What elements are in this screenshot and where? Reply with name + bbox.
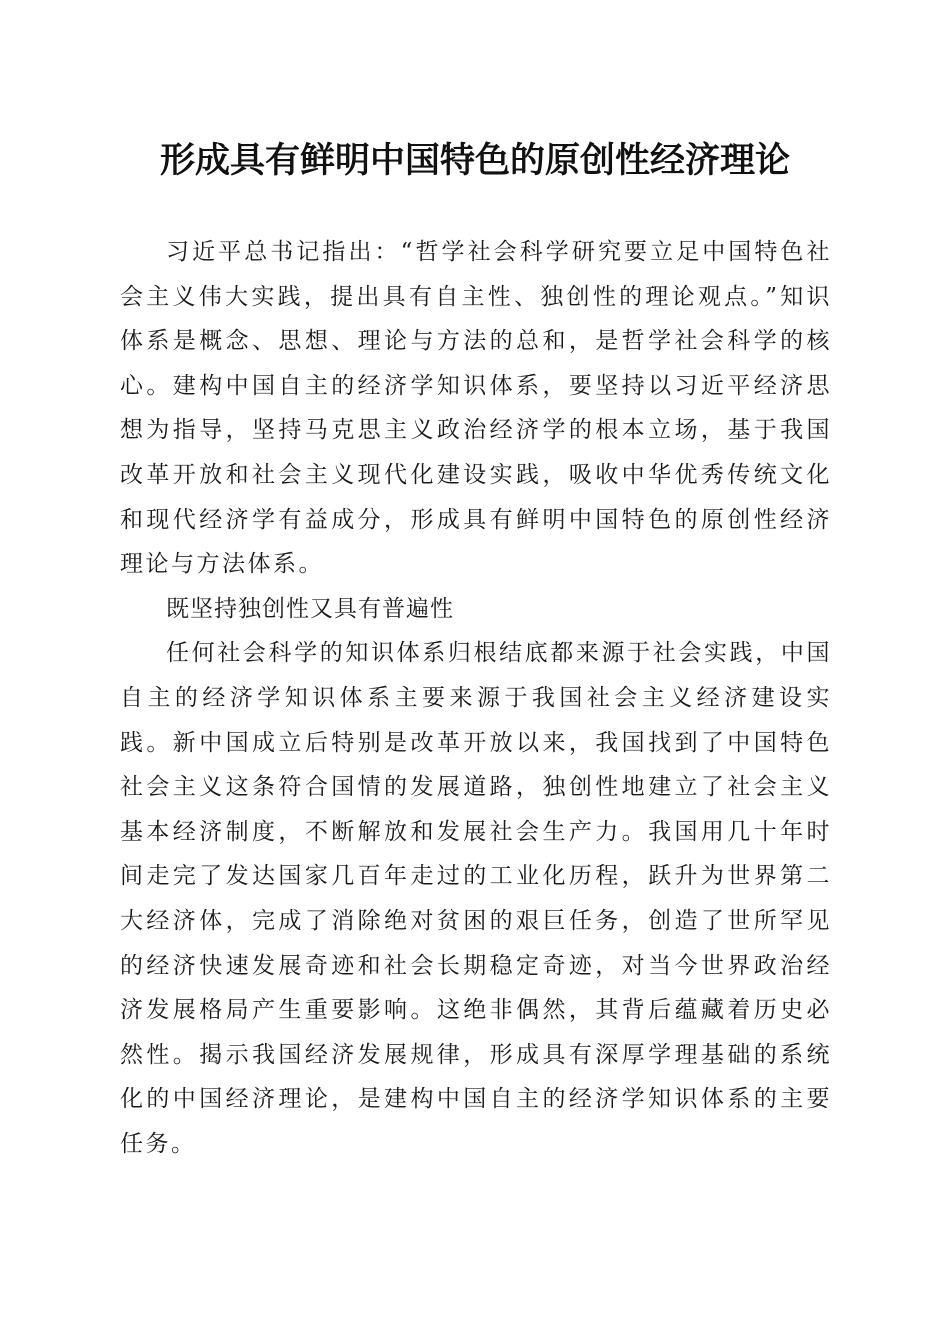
document-body <box>120 230 832 1166</box>
document-title: 形成具有鲜明中国特色的原创性经济理论 <box>159 140 790 181</box>
paragraph-practice: 任何社会科学的知识体系归根结底都来源于社会实践，中国自主的经济学知识体系主要来源于我国社会主义经济建设实践。新中国成立后特别是改革开放以来，我国找到了中国特色社会主义这条符合国情的发展道路，独创性地建立了社会主义基本经济制度，不断解放和发展社会生产力。我国用几十年时间走完了发达国家几百年走过的工业化历程，跃升为世界第二大经济体，完成了消除绝对贫困的艰巨任务，创造了世所罕见的经济快速发展奇迹和社会长期稳定奇迹，对当今世界政治经济发展格局产生重要影响。这绝非偶然，其背后蕴藏着历史必然性。揭示我国经济发展规律，形成具有深厚学理基础的系统化的中国经济理论，是建构中国自主的经济学知识体系的主要任务。 <box>120 640 832 1157</box>
paragraph-intro: 习近平总书记指出：“哲学社会科学研究要立足中国特色社会主义伟大实践，提出具有自主性、独创性的理论观点。”知识体系是概念、思想、理论与方法的总和，是哲学社会科学的核心。建构中国自主的经济学知识体系，要坚持以习近平经济思想为指导，坚持马克思主义政治经济学的根本立场，基于我国改革开放和社会主义现代化建设实践，吸收中华优秀传统文化和现代经济学有益成分，形成具有鲜明中国特色的原创性经济理论与方法体系。 <box>120 239 832 578</box>
section-subheading: 既坚持独创性又具有普遍性 <box>166 595 454 622</box>
